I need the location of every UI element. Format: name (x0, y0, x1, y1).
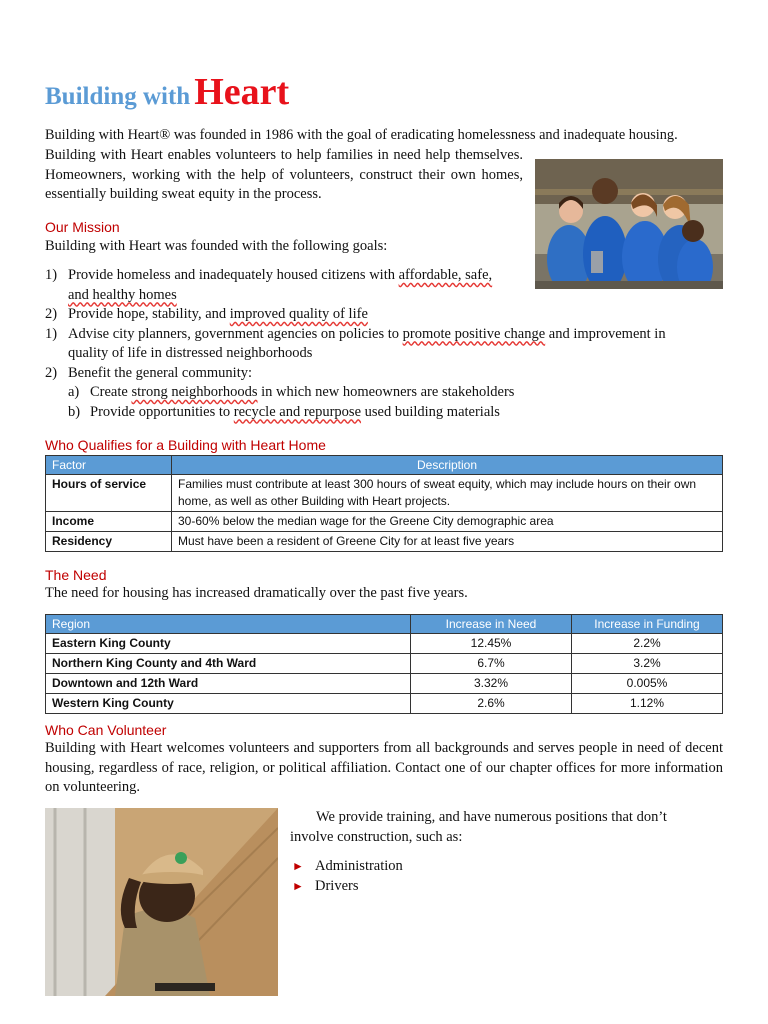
position-label: Administration (315, 858, 403, 874)
intro-paragraph: Building with Heart enables volunteers to help families in need help themselves. Homeowners, working with the help of volunteers, construct their own homes, essentially building sweat equity in the process. (45, 147, 523, 202)
table-row (46, 475, 723, 512)
list-item (290, 856, 590, 876)
table-cell: 3.32% (411, 674, 572, 694)
table-cell: Eastern King County (46, 634, 411, 654)
table-cell: Hours of service (46, 475, 172, 512)
table-row (46, 512, 723, 532)
table-header-row (46, 615, 723, 634)
list-item-number: 1) (45, 325, 58, 342)
goal-text: Advise city planners, government agencies on policies to (68, 325, 403, 342)
goal-highlight: recycle and repurpose (233, 403, 362, 420)
need-table (45, 614, 723, 714)
list-item-number: b) (68, 403, 81, 420)
list-item (290, 876, 590, 896)
table-cell: 0.005% (572, 674, 723, 694)
mission-intro: Building with Heart was founded with the following goals: (45, 238, 388, 254)
table-cell: Western King County (46, 694, 411, 714)
goal-highlight: improved quality of life (229, 306, 368, 322)
volunteer-text: Building with Heart welcomes volunteers and supporters from all backgrounds and serves people in need of decent housing, regardless of race, religion, or political affiliation. Contact one of our chapter offices for more information on volunteering. (45, 740, 723, 795)
table-cell: Families must contribute at least 300 hours of sweat equity, which may include hours on their own home, as well as other Building with Heart projects. (172, 475, 723, 512)
goal-text: Provide hope, stability, and (68, 306, 230, 322)
positions-list (290, 856, 590, 896)
list-item (45, 403, 685, 423)
table-cell: 1.12% (572, 694, 723, 714)
table-header-row (46, 456, 723, 475)
position-label: Drivers (315, 878, 359, 894)
list-item (45, 364, 685, 384)
column-header: Increase in Funding (572, 615, 723, 634)
table-cell: 2.2% (572, 634, 723, 654)
goal-text: Provide homeless and inadequately housed citizens with (68, 267, 399, 283)
goal-highlight: strong neighborhoods (131, 384, 258, 400)
list-item (45, 383, 685, 403)
table-cell: Income (46, 512, 172, 532)
goal-text: Create (90, 384, 132, 400)
table-row (46, 694, 723, 714)
intro-first-line: Building with Heart® was founded in 1986 with the goal of eradicating homelessness and inadequate housing. (45, 127, 678, 143)
table-cell: Must have been a resident of Greene City for at least five years (172, 532, 723, 552)
table-row (46, 674, 723, 694)
list-item-number: a) (68, 384, 80, 400)
table-cell: Northern King County and 4th Ward (46, 654, 411, 674)
table-row (46, 634, 723, 654)
qualifies-table (45, 455, 723, 552)
goal-text: Benefit the general community: (68, 364, 253, 381)
table-cell: Downtown and 12th Ward (46, 674, 411, 694)
construction-worker-photo (45, 808, 278, 996)
heading-who-can-volunteer: Who Can Volunteer (45, 722, 167, 738)
goal-text-end: in which new homeowners are stakeholders (257, 384, 515, 400)
heading-who-qualifies: Who Qualifies for a Building with Heart Home (45, 437, 326, 453)
table-row (46, 654, 723, 674)
title-part1: Building with (45, 83, 191, 110)
title-part2: Heart (194, 71, 290, 113)
arrow-bullet-icon: ► (292, 859, 304, 873)
goal-highlight: affordable, safe, and healthy homes (68, 267, 493, 303)
training-text: We provide training, and have numerous positions that don’t involve construction, such as: (290, 809, 667, 845)
mission-goals-list (45, 266, 685, 422)
column-header: Factor (46, 456, 172, 475)
list-item (45, 305, 685, 325)
table-cell: 6.7% (411, 654, 572, 674)
table-cell: 3.2% (572, 654, 723, 674)
list-item (45, 325, 685, 364)
goal-highlight: promote positive change (402, 325, 546, 342)
heading-the-need: The Need (45, 567, 107, 583)
arrow-bullet-icon: ► (292, 879, 304, 893)
table-cell: 30-60% below the median wage for the Greene City demographic area (172, 512, 723, 532)
table-cell: 12.45% (411, 634, 572, 654)
table-row (46, 532, 723, 552)
goal-text: Provide opportunities to (90, 403, 234, 420)
column-header: Region (46, 615, 411, 634)
page-title (45, 70, 289, 114)
column-header: Increase in Need (411, 615, 572, 634)
list-item-number: 1) (45, 267, 58, 283)
table-cell: 2.6% (411, 694, 572, 714)
list-item (45, 266, 513, 305)
table-cell: Residency (46, 532, 172, 552)
goal-text-end: and improvement in quality of life in distressed neighborhoods (68, 325, 666, 361)
column-header: Description (172, 456, 723, 475)
need-text: The need for housing has increased dramatically over the past five years. (45, 585, 468, 601)
goal-text-end: used building materials (361, 403, 500, 420)
list-item-number: 2) (45, 364, 58, 381)
heading-our-mission: Our Mission (45, 219, 120, 235)
list-item-number: 2) (45, 306, 58, 322)
